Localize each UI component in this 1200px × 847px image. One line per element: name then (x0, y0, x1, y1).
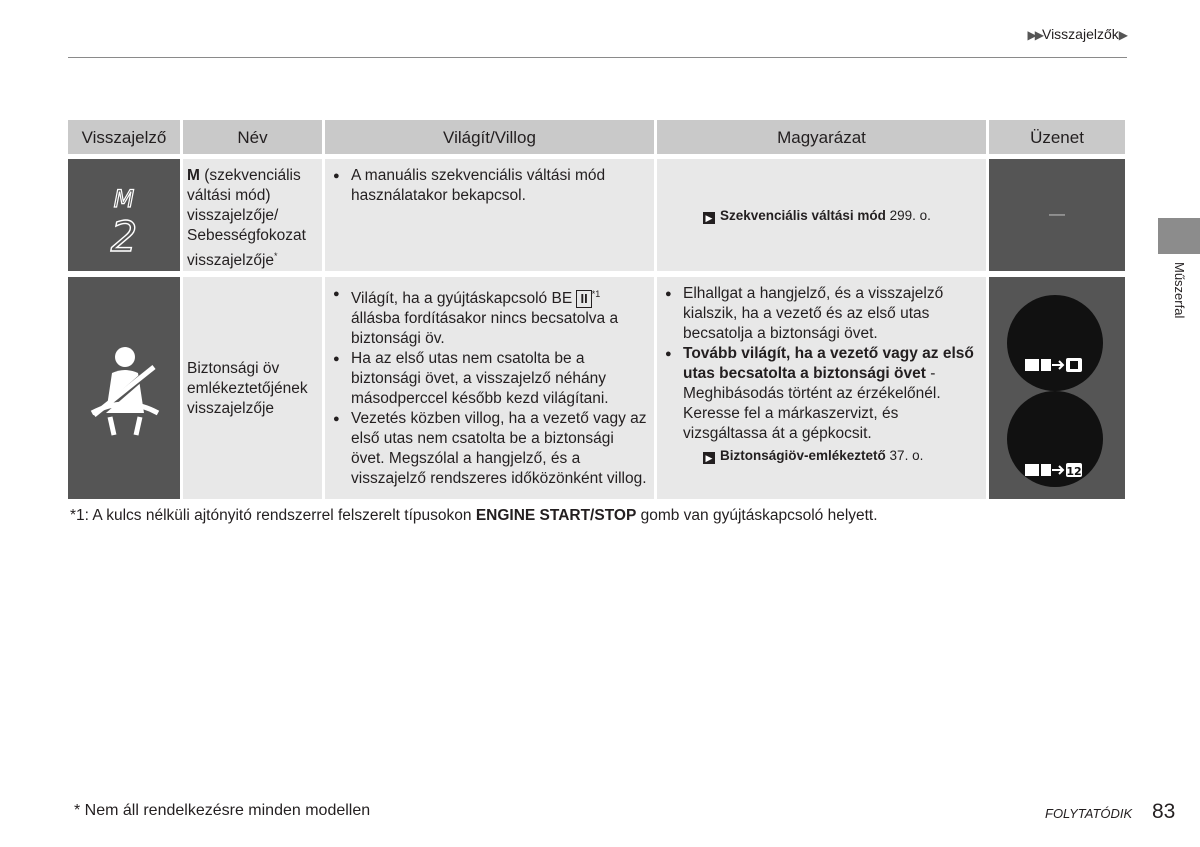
row1-explanation (657, 159, 986, 271)
ignition-position-key: II (576, 290, 591, 308)
seatbelt-messages (989, 277, 1125, 499)
row2-explanation (657, 277, 986, 499)
footnote-mark: *1 (591, 289, 601, 299)
double-arrow-icon: ▶▶ (1027, 28, 1042, 42)
header-rule (68, 57, 1127, 58)
svg-text:12: 12 (1066, 465, 1082, 478)
footnote-text-b: gomb van gyújtáskapcsoló helyett. (636, 507, 878, 524)
row2-light (325, 277, 654, 499)
seatbelt-indicator (68, 277, 180, 499)
breadcrumb-label: Visszajelzők (1041, 26, 1119, 42)
arrow-icon: ▶ (1118, 28, 1126, 42)
breadcrumb (1028, 26, 1126, 42)
col-header-name: Név (183, 120, 322, 154)
row2-message (989, 277, 1125, 499)
footnote-text-a: A kulcs nélküli ajtónyitó rendszerrel felszerelt típusokon (88, 507, 476, 524)
page-number: 83 (1152, 800, 1176, 823)
cross-reference[interactable] (703, 448, 923, 463)
gear-digit: 2 (110, 212, 138, 261)
reference-label: Biztonságiöv-emlékeztető (720, 448, 886, 463)
footnote-bold: ENGINE START/STOP (475, 507, 637, 524)
list-item (329, 284, 650, 349)
row1-name (183, 159, 322, 271)
footnote-mark: *1: (70, 507, 89, 524)
list-item: ● Ha az első utas nem csatolta be a biztonsági övet, a visszajelző néhány másodperccel később kezd világítani. (329, 349, 650, 409)
list-item (661, 344, 982, 444)
row1-message (989, 159, 1125, 271)
reference-page: 37. o. (885, 448, 924, 463)
light-text-b: állásba fordításakor nincs becsatolva a biztonsági öv. (351, 310, 619, 348)
continues-label: FOLYTATÓDIK (1045, 806, 1133, 821)
section-label: Műszerfal (1172, 262, 1187, 319)
no-message: — (1049, 206, 1065, 223)
col-header-light: Világít/Villog (325, 120, 654, 154)
reference-label: Szekvenciális váltási mód (720, 208, 886, 223)
section-tab (1158, 218, 1200, 254)
light-text-a: Világít, ha a gyújtáskapcsoló BE (351, 290, 577, 308)
list-item: ● Elhallgat a hangjelző, és a visszajelző kialszik, ha a vezető és az első utas becsatolja a biztonsági övet. (661, 284, 982, 344)
col-header-indicator: Visszajelző (68, 120, 180, 154)
cross-reference[interactable] (703, 208, 931, 223)
reference-arrow-icon: ▶ (703, 452, 715, 464)
reference-arrow-icon: ▶ (703, 212, 715, 224)
seatbelt-icon (68, 277, 180, 499)
list-item: ● Vezetés közben villog, ha a vezető vagy az első utas nem csatolta be a biztonsági övet. Megszólal a hangjelző, és a visszajelző rendszeres időközönként villog. (329, 409, 650, 489)
model-availability-note: * Nem áll rendelkezésre minden modellen (74, 802, 371, 819)
name-bold: M (187, 167, 200, 184)
col-header-message: Üzenet (989, 120, 1125, 154)
list-item: ● A manuális szekvenciális váltási mód használatakor bekapcsol. (329, 166, 650, 206)
explanation-bold: Tovább világít, ha a vezető vagy az első utas becsatolta a biztonsági övet (683, 345, 974, 382)
row1-light (325, 159, 654, 271)
model-mark: * (274, 251, 278, 261)
reference-page: 299. o. (885, 208, 931, 223)
name-text: (szekvenciális váltási mód) visszajelzője/ Sebességfokozat visszajelzője (187, 167, 306, 270)
mode-letter: M (113, 185, 135, 213)
explanation-text: - Meghibásodás történt az érzékelőnél. Keresse fel a márkaszervizt, és vizsgáltassa át a gépkocsit. (683, 365, 941, 442)
sequential-mode-indicator (68, 159, 180, 271)
col-header-explanation: Magyarázat (657, 120, 986, 154)
sequential-mode-icon (68, 159, 180, 271)
row2-name: Biztonsági öv emlékeztetőjének visszajelzője (183, 277, 322, 499)
footnote (70, 507, 878, 525)
